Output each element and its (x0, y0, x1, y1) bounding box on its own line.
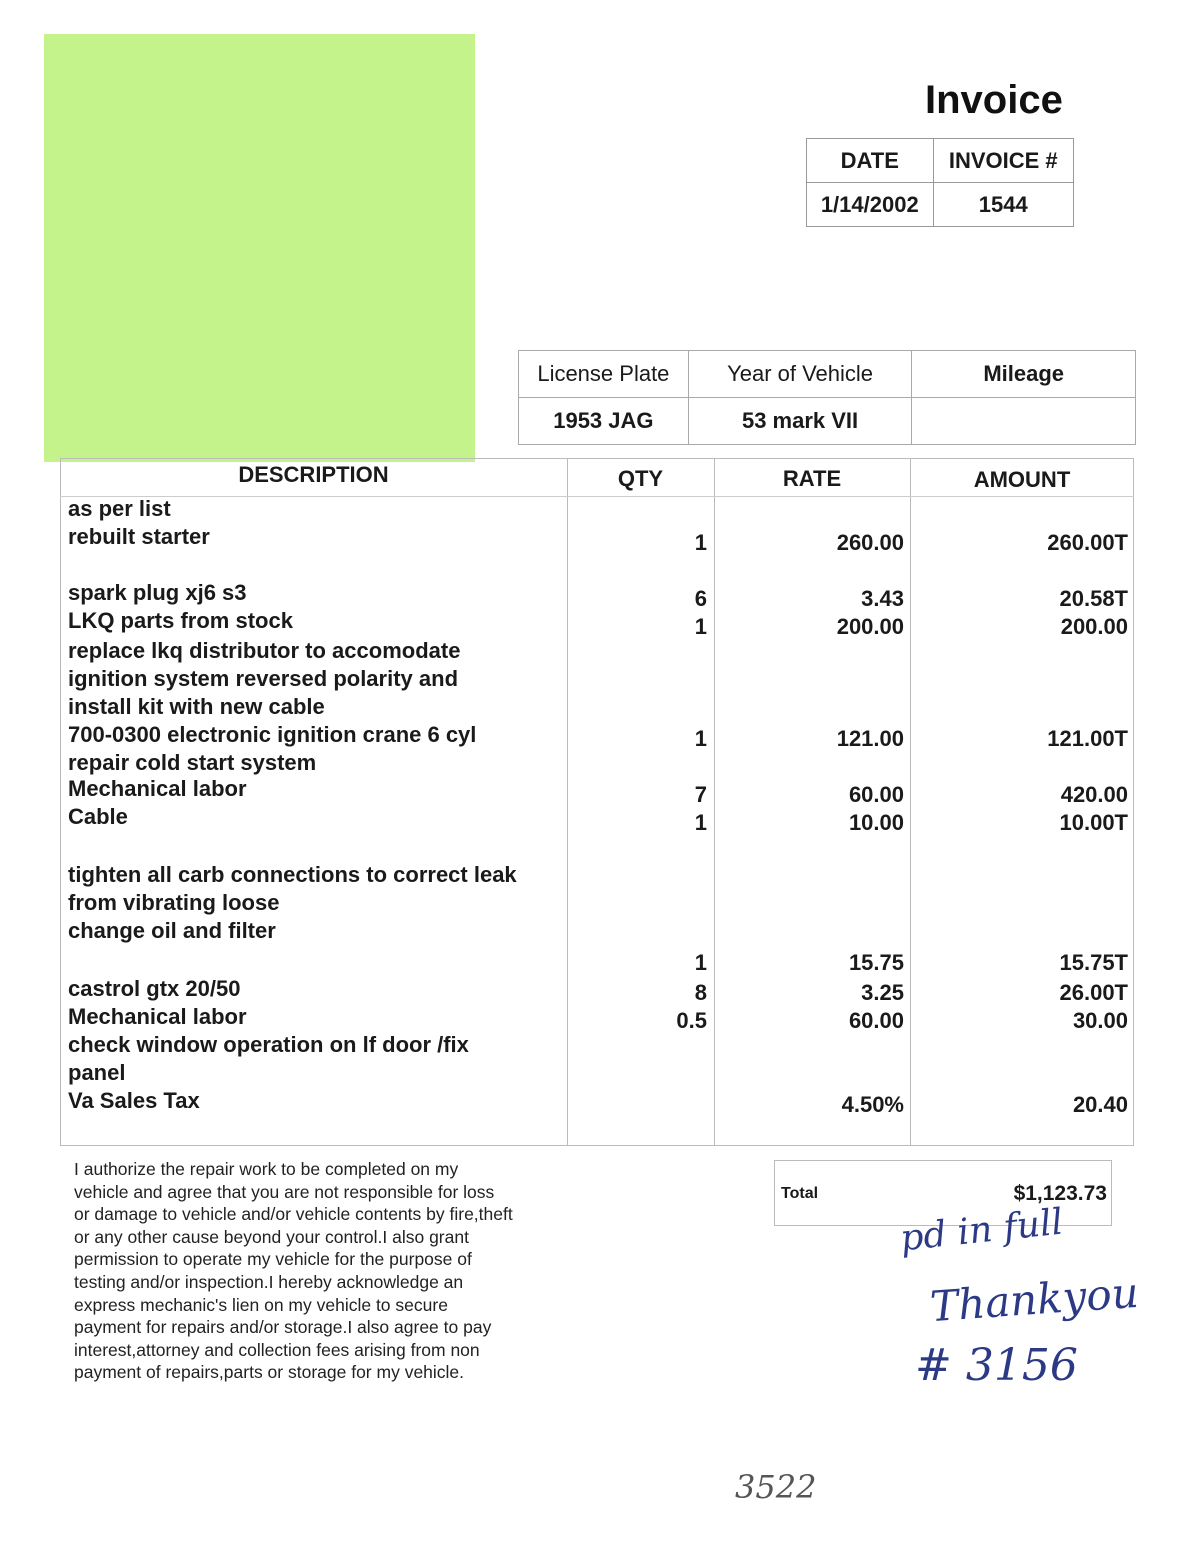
license-plate: 1953 JAG (519, 398, 689, 445)
line-item-description: tighten all carb connections to correct leak (68, 862, 517, 887)
line-item-rate: 3.25 (861, 980, 904, 1005)
invoice-title: Invoice (925, 78, 1063, 122)
vehicle-year: 53 mark VII (688, 398, 912, 445)
qty-column-header: QTY (617, 466, 664, 491)
line-item-description: as per list (68, 496, 171, 521)
line-item-amount: 121.00T (1047, 726, 1128, 751)
line-item-description: panel (68, 1060, 126, 1085)
date-header: DATE (807, 139, 934, 183)
line-item-description: replace lkq distributor to accomodate (68, 638, 461, 663)
license-plate-header: License Plate (519, 351, 689, 398)
line-item-qty: 1 (694, 950, 707, 975)
line-item-amount: 200.00 (1060, 614, 1128, 639)
line-item-amount: 26.00T (1059, 980, 1128, 1005)
line-item-amount: 420.00 (1060, 782, 1128, 807)
handwritten-thanks-note: Thankyou (928, 1267, 1141, 1332)
line-item-amount: 30.00 (1072, 1008, 1128, 1033)
line-item-qty: 8 (694, 980, 707, 1005)
line-item-rate: 3.43 (861, 586, 904, 611)
line-item-rate: 15.75 (848, 950, 904, 975)
invoice-number: 1544 (933, 183, 1074, 227)
line-item-rate: 200.00 (836, 614, 904, 639)
line-item-qty: 1 (694, 810, 707, 835)
line-item-rate: 4.50% (841, 1092, 904, 1117)
handwritten-check-number: # 3156 (915, 1340, 1078, 1391)
handwritten-bottom-number: 3522 (735, 1468, 817, 1506)
line-item-rate: 10.00 (848, 810, 904, 835)
line-item-amount: 15.75T (1059, 950, 1128, 975)
line-item-description: install kit with new cable (68, 694, 325, 719)
line-item-qty: 1 (694, 726, 707, 751)
total-label: Total (781, 1185, 819, 1202)
line-item-qty: 7 (694, 782, 707, 807)
total-value: $1,123.73 (1013, 1182, 1107, 1205)
line-item-description: castrol gtx 20/50 (68, 976, 241, 1001)
line-item-description: change oil and filter (68, 918, 276, 943)
line-item-description: 700-0300 electronic ignition crane 6 cyl (68, 722, 477, 747)
line-item-description: rebuilt starter (68, 524, 210, 549)
line-item-rate: 121.00 (836, 726, 904, 751)
vehicle-table (518, 350, 1136, 445)
line-item-qty: 1 (694, 614, 707, 639)
line-item-description: from vibrating loose (68, 890, 280, 915)
line-item-rate: 60.00 (848, 1008, 904, 1033)
mileage-header: Mileage (912, 351, 1136, 398)
line-item-amount: 260.00T (1047, 530, 1128, 555)
header-divider (60, 496, 1134, 497)
authorization-terms: I authorize the repair work to be completed on my vehicle and agree that you are not responsible for loss or damage to vehicle and/or vehicle contents by fire,theft or any other cause beyond your control.I also grant permission to operate my vehicle for the purpose of testing and/or inspection.I hereby acknowledge an express mechanic's lien on my vehicle to secure payment for repairs and/or storage.I also agree to pay interest,attorney and collection fees arising from non payment of repairs,parts or storage for my vehicle. (74, 1159, 513, 1383)
description-column-header: DESCRIPTION (238, 462, 389, 487)
line-item-description: spark plug xj6 s3 (68, 580, 247, 605)
line-item-description: Cable (68, 804, 128, 829)
line-item-qty: 0.5 (676, 1008, 707, 1033)
amount-column-header: AMOUNT (973, 467, 1071, 492)
rate-column-header: RATE (782, 466, 842, 491)
line-item-description: ignition system reversed polarity and (68, 666, 459, 691)
sticky-note (44, 34, 475, 462)
line-item-description: check window operation on lf door /fix (68, 1032, 469, 1057)
line-item-description: repair cold start system (68, 750, 317, 775)
line-item-amount: 20.58T (1059, 586, 1128, 611)
line-item-qty: 1 (694, 530, 707, 555)
line-item-qty: 6 (694, 586, 707, 611)
line-item-description: LKQ parts from stock (68, 608, 293, 633)
invoice-date: 1/14/2002 (807, 183, 934, 227)
invoice-meta-table (806, 138, 1074, 227)
invoice-number-header: INVOICE # (933, 139, 1074, 183)
line-item-amount: 10.00T (1059, 810, 1128, 835)
line-item-amount: 20.40 (1072, 1092, 1128, 1117)
line-item-description: Mechanical labor (68, 776, 247, 801)
line-item-description: Va Sales Tax (68, 1088, 200, 1113)
mileage (912, 398, 1136, 445)
handwritten-paid-note: pd in full (898, 1201, 1065, 1260)
line-item-rate: 260.00 (836, 530, 904, 555)
vehicle-year-header: Year of Vehicle (688, 351, 912, 398)
line-item-description: Mechanical labor (68, 1004, 247, 1029)
line-item-rate: 60.00 (848, 782, 904, 807)
